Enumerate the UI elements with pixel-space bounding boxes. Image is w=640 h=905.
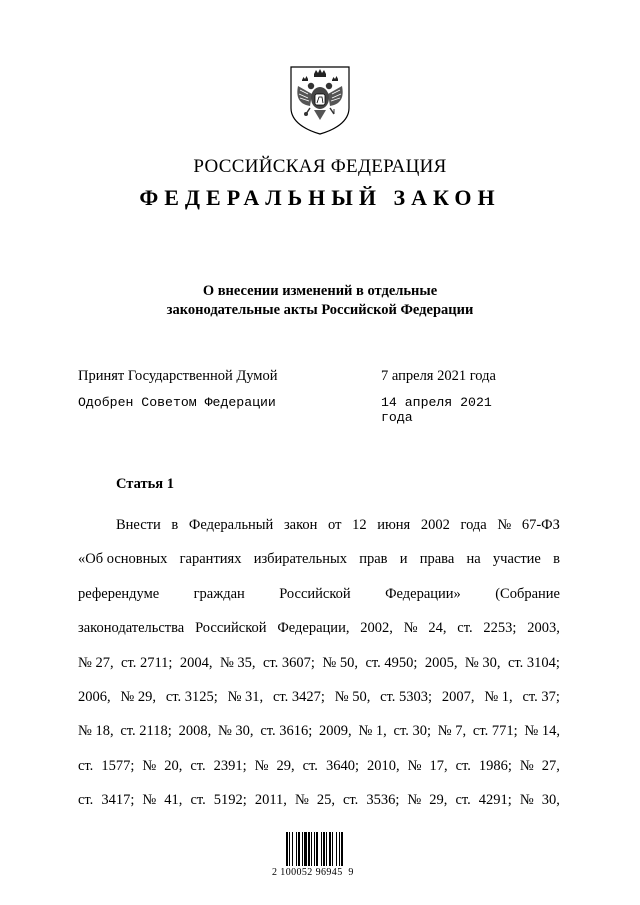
article-heading: Статья 1 bbox=[116, 476, 174, 492]
article-word: 41, bbox=[164, 792, 183, 809]
article-word: № bbox=[403, 620, 418, 637]
article-word: ст. bbox=[455, 757, 471, 774]
article-word: 30, bbox=[541, 792, 560, 809]
article-word: закон bbox=[283, 517, 318, 533]
article-word: 2004, bbox=[179, 654, 213, 671]
article-word: № 1, bbox=[358, 723, 387, 740]
article-word: № bbox=[497, 517, 512, 533]
article-word: 1577; bbox=[101, 757, 135, 774]
article-word: 29, bbox=[276, 757, 295, 774]
article-word: 3417; bbox=[101, 792, 135, 809]
article-word: 2011, bbox=[254, 792, 287, 809]
article-word: и bbox=[399, 551, 408, 568]
article-word: июня bbox=[377, 517, 411, 533]
article-word: 12 bbox=[352, 517, 367, 533]
article-word: 2002 bbox=[420, 517, 450, 533]
article-text-line bbox=[78, 542, 560, 576]
article-word: референдуме bbox=[78, 585, 160, 602]
article-word: законодательства bbox=[78, 620, 185, 637]
law-title-line-2: законодательные акты Российской Федерации bbox=[166, 302, 474, 318]
article-word: ст. 2118; bbox=[120, 723, 172, 740]
article-word: 2002, bbox=[360, 620, 393, 637]
article-word: № 29, bbox=[120, 688, 157, 705]
law-title bbox=[0, 282, 640, 320]
article-word: ст. 5303; bbox=[380, 688, 433, 705]
duma-adoption-date: 7 апреля 2021 года bbox=[381, 368, 496, 384]
article-word: 27, bbox=[541, 757, 560, 774]
article-word: № bbox=[142, 792, 157, 809]
article-word: 2003, bbox=[527, 620, 560, 637]
article-text-line bbox=[78, 577, 560, 611]
article-word: ст. bbox=[457, 620, 473, 637]
article-word: 17, bbox=[429, 757, 448, 774]
article-word: 2008, bbox=[178, 723, 212, 740]
article-word: № bbox=[407, 757, 422, 774]
article-word: 4291; bbox=[478, 792, 512, 809]
article-word: ст. bbox=[78, 757, 94, 774]
article-word: № bbox=[519, 792, 534, 809]
article-word: Российской bbox=[195, 620, 267, 637]
article-word: 2005, bbox=[424, 654, 458, 671]
article-word: 5192; bbox=[213, 792, 247, 809]
article-word: ст. 30; bbox=[393, 723, 432, 740]
article-word: (Собрание bbox=[495, 585, 560, 602]
article-word: ст. 3104; bbox=[507, 654, 560, 671]
article-word: № 50, bbox=[334, 688, 371, 705]
article-word: 2010, bbox=[366, 757, 400, 774]
article-body bbox=[78, 508, 560, 818]
article-word: ст. 4950; bbox=[365, 654, 418, 671]
article-word: ст. bbox=[190, 757, 206, 774]
article-word: 1986; bbox=[478, 757, 512, 774]
article-word: прав bbox=[359, 551, 388, 568]
duma-adoption-row bbox=[78, 368, 528, 388]
duma-adoption-label: Принят Государственной Думой bbox=[78, 368, 278, 384]
article-word: 3536; bbox=[366, 792, 400, 809]
article-word: ст. bbox=[78, 792, 94, 809]
barcode-icon bbox=[284, 826, 364, 868]
article-word: 3640; bbox=[325, 757, 359, 774]
article-text-line bbox=[78, 611, 560, 645]
article-word: ст. bbox=[455, 792, 471, 809]
article-word: Федеральный bbox=[188, 517, 274, 533]
country-name: РОССИЙСКАЯ ФЕДЕРАЦИЯ bbox=[193, 156, 447, 177]
article-text-line bbox=[78, 714, 560, 748]
article-text-line bbox=[78, 749, 560, 783]
article-word: избирательных bbox=[253, 551, 347, 568]
article-word: ст. 3125; bbox=[165, 688, 218, 705]
article-word: № 30, bbox=[464, 654, 501, 671]
article-word: № 14, bbox=[524, 723, 560, 740]
article-word: ст. bbox=[190, 792, 206, 809]
article-word: «Об основных bbox=[78, 551, 168, 568]
law-title-line-1: О внесении изменений в отдельные bbox=[202, 283, 438, 299]
barcode-number: 2 100052 96945 9 bbox=[272, 867, 354, 878]
article-word: ст. 3427; bbox=[272, 688, 325, 705]
article-word: № 27, bbox=[78, 654, 114, 671]
article-word: № 31, bbox=[227, 688, 264, 705]
council-approval-row bbox=[78, 395, 528, 425]
article-word: № bbox=[519, 757, 534, 774]
article-word: ст. 37; bbox=[522, 688, 560, 705]
article-word: 25, bbox=[316, 792, 335, 809]
article-word: граждан bbox=[193, 585, 245, 602]
article-word: года bbox=[460, 517, 487, 533]
article-word: права bbox=[419, 551, 455, 568]
article-word: № 35, bbox=[219, 654, 256, 671]
article-word: от bbox=[328, 517, 342, 533]
article-word: Федерации, bbox=[277, 620, 350, 637]
article-word: № bbox=[254, 757, 269, 774]
article-word: 2009, bbox=[319, 723, 352, 740]
council-approval-label: Одобрен Советом Федерации bbox=[78, 395, 276, 410]
article-text-line bbox=[78, 508, 560, 542]
article-word: ст. 771; bbox=[472, 723, 518, 740]
law-type-heading: ФЕДЕРАЛЬНЫЙ ЗАКОН bbox=[139, 185, 501, 210]
council-approval-date: 14 апреля 2021 года bbox=[381, 395, 492, 425]
coat-of-arms-icon bbox=[288, 64, 352, 136]
article-word: Внести bbox=[116, 517, 161, 533]
article-word: № 18, bbox=[78, 723, 114, 740]
article-word: № 7, bbox=[437, 723, 467, 740]
article-word: № bbox=[142, 757, 157, 774]
article-text-line bbox=[78, 646, 560, 680]
article-word: № 30, bbox=[217, 723, 254, 740]
article-word: в bbox=[553, 551, 560, 568]
article-text-line bbox=[78, 783, 560, 817]
article-word: ст. bbox=[302, 757, 318, 774]
article-word: Российской bbox=[279, 585, 351, 602]
article-word: 2007, bbox=[441, 688, 475, 705]
article-word: ст. 2711; bbox=[121, 654, 173, 671]
article-word: 24, bbox=[428, 620, 447, 637]
article-word: № bbox=[294, 792, 309, 809]
article-word: ст. 3616; bbox=[260, 723, 313, 740]
article-word: № 1, bbox=[484, 688, 513, 705]
article-word: ст. bbox=[343, 792, 359, 809]
article-word: участие bbox=[492, 551, 541, 568]
article-word: Федерации» bbox=[385, 585, 461, 602]
article-word: 67-ФЗ bbox=[521, 517, 560, 533]
article-word: гарантиях bbox=[179, 551, 242, 568]
article-word: 2006, bbox=[78, 688, 111, 705]
article-word: на bbox=[466, 551, 481, 568]
article-word: 20, bbox=[164, 757, 183, 774]
article-word: 29, bbox=[429, 792, 448, 809]
article-word: в bbox=[171, 517, 179, 533]
article-word: 2391; bbox=[213, 757, 247, 774]
article-word: 2253; bbox=[483, 620, 517, 637]
article-word: ст. 3607; bbox=[263, 654, 315, 671]
article-text-line bbox=[78, 680, 560, 714]
article-word: № 50, bbox=[322, 654, 358, 671]
article-word: № bbox=[407, 792, 422, 809]
